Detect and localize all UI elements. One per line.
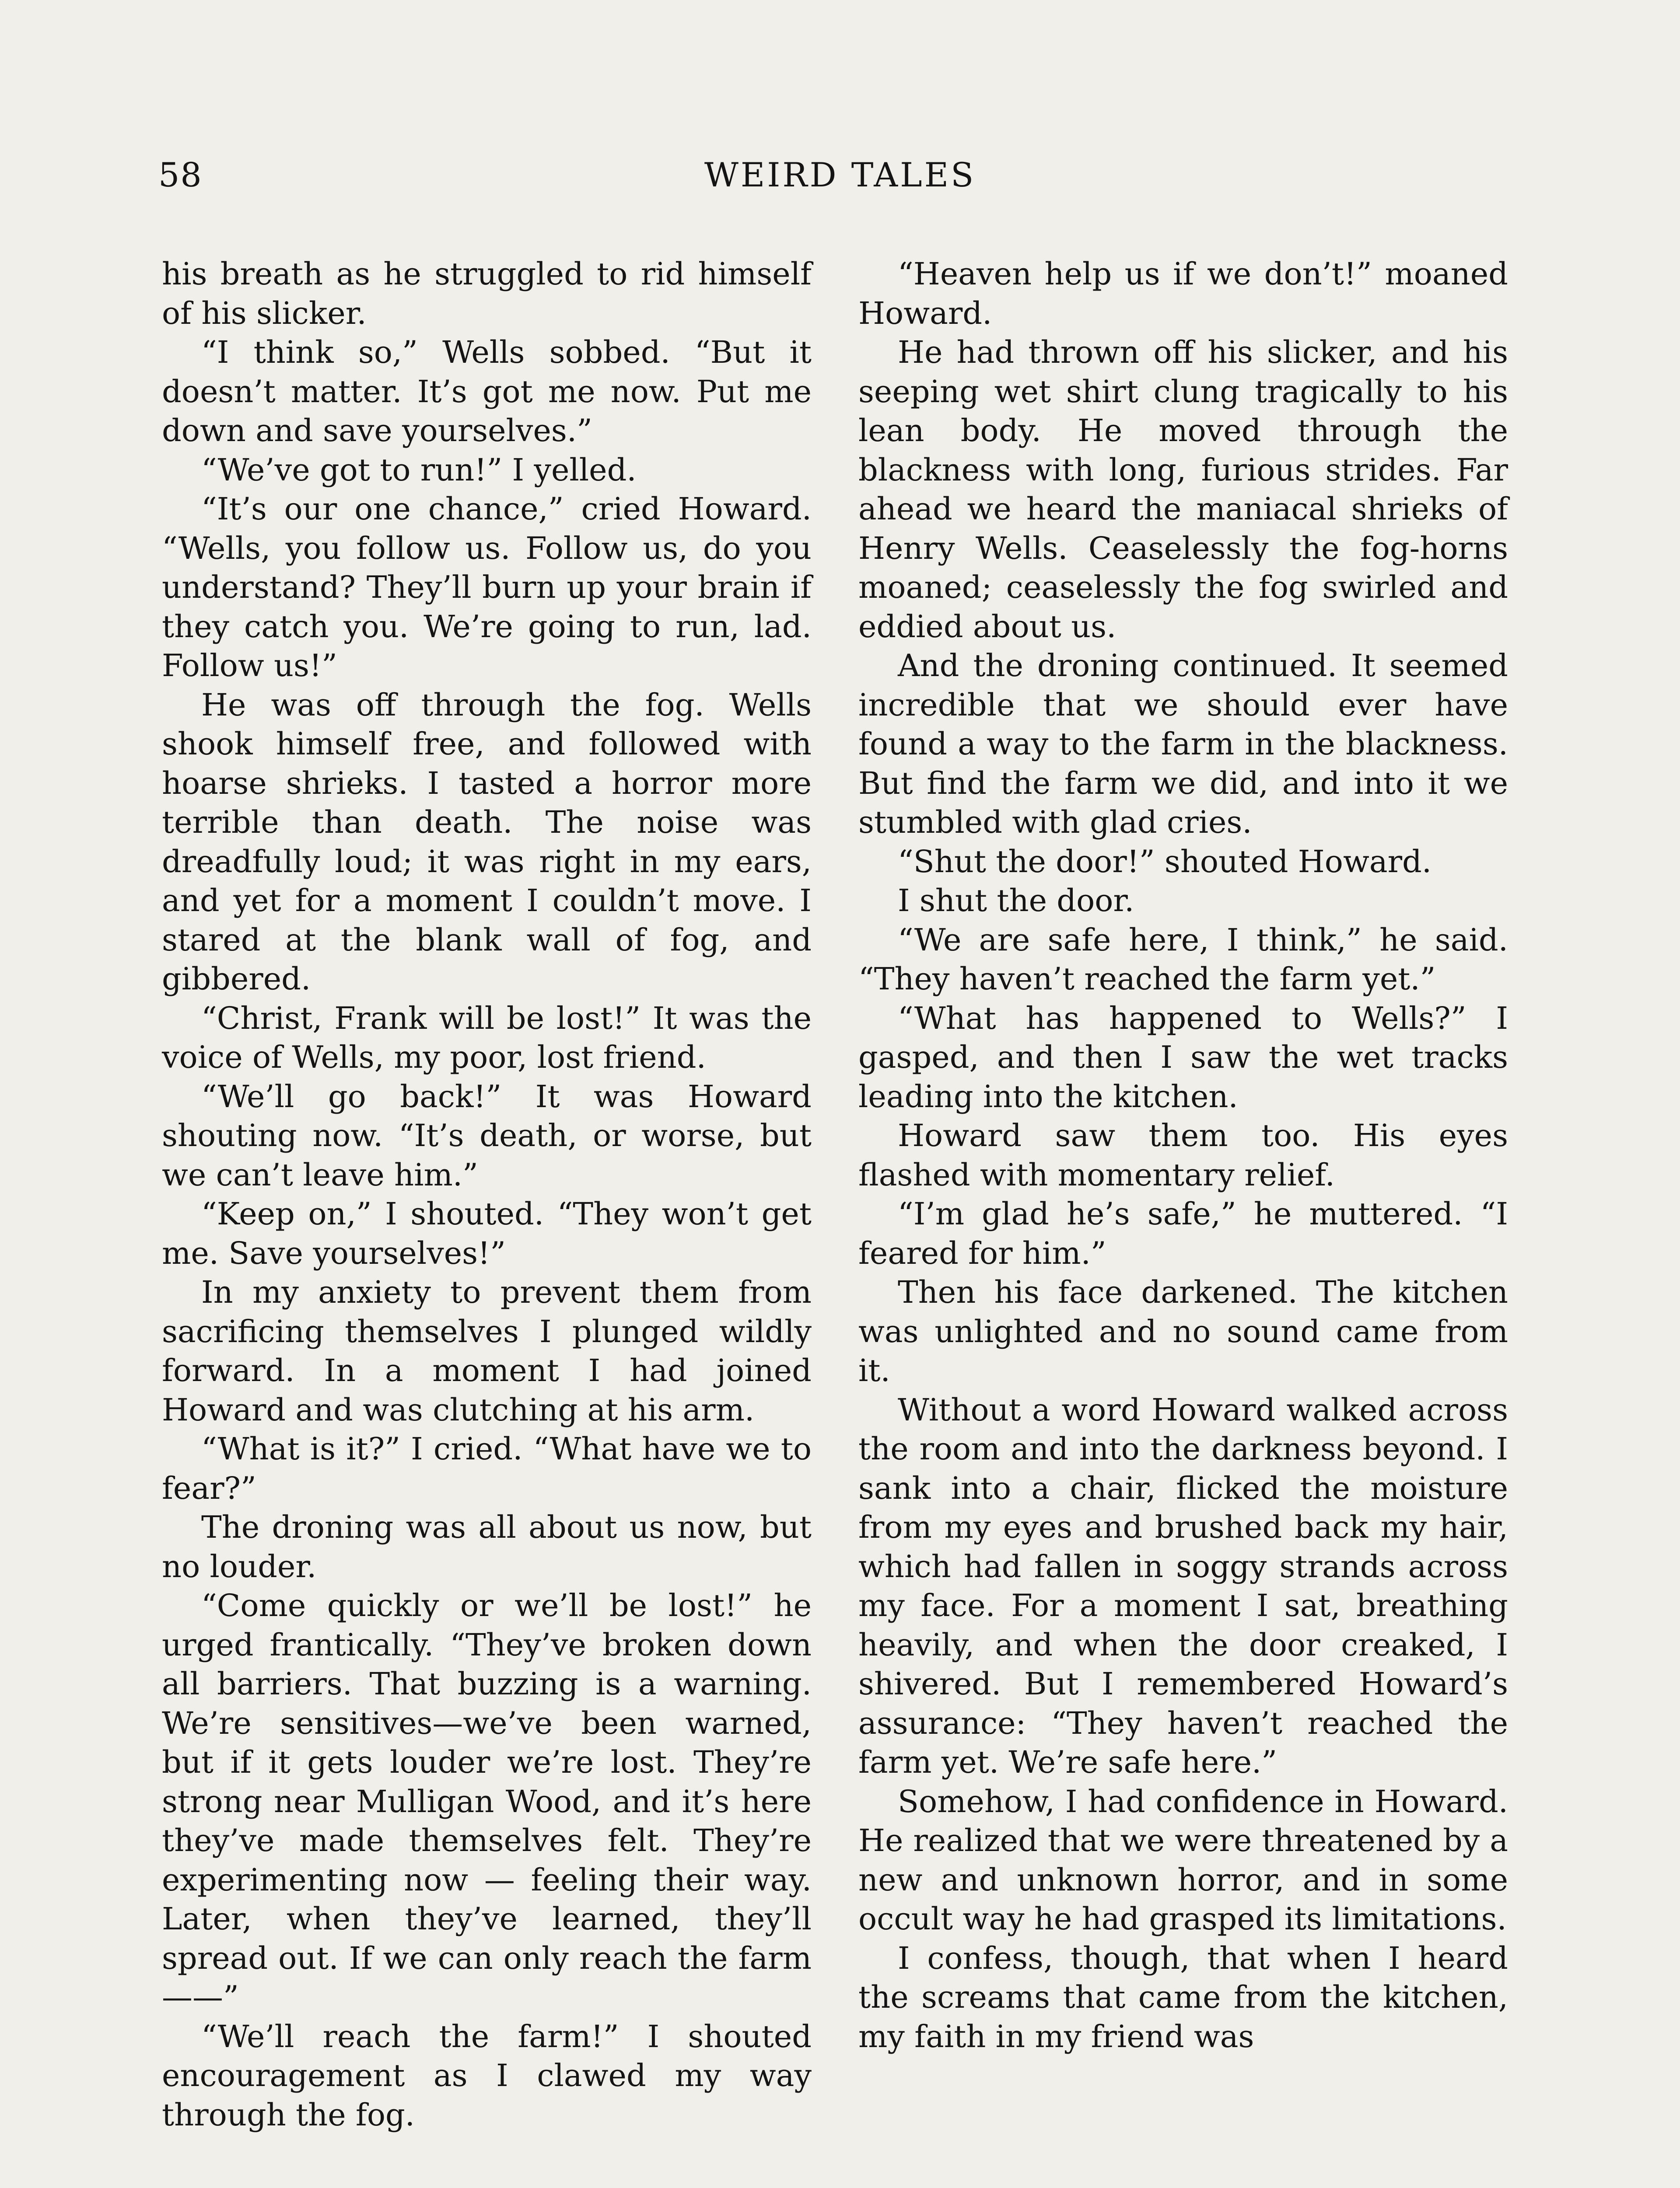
paragraph: “Christ, Frank will be lost!” It was the voice of Wells, my poor, lost friend. bbox=[162, 1000, 812, 1075]
page-header bbox=[158, 155, 1522, 203]
paragraph: “We’ve got to run!” I yelled. bbox=[201, 452, 637, 488]
paragraph: I confess, though, that when I heard the screams that came from the kitchen, my faith in my friend was bbox=[858, 1940, 1508, 2055]
paragraph: his breath as he struggled to rid himself of his slicker. bbox=[162, 256, 812, 331]
running-title: WEIRD TALES bbox=[704, 155, 976, 194]
page-number: 58 bbox=[158, 155, 203, 194]
paragraph: “What is it?” I cried. “What have we to fear?” bbox=[162, 1431, 812, 1506]
paragraph: “Shut the door!” shouted Howard. bbox=[898, 843, 1432, 880]
paragraph: I shut the door. bbox=[898, 883, 1134, 919]
paragraph: “We’ll go back!” It was Howard shouting now. “It’s death, or worse, but we can’t leave him.” bbox=[162, 1078, 812, 1193]
paragraph: “I think so,” Wells sobbed. “But it doesn’t matter. It’s got me now. Put me down and save yourselves.” bbox=[162, 334, 812, 449]
paragraph: In my anxiety to prevent them from sacrificing themselves I plunged wildly forward. In a moment I had joined Howard and was clutching at his arm. bbox=[162, 1274, 812, 1428]
paragraph: “Heaven help us if we don’t!” moaned Howard. bbox=[858, 256, 1508, 331]
paragraph: “What has happened to Wells?” I gasped, and then I saw the wet tracks leading into the kitchen. bbox=[858, 1000, 1508, 1115]
paragraph: Howard saw them too. His eyes flashed with momentary relief. bbox=[858, 1118, 1508, 1193]
paragraph: The droning was all about us now, but no louder. bbox=[162, 1509, 812, 1585]
paragraph: “We are safe here, I think,” he said. “They haven’t reached the farm yet.” bbox=[858, 922, 1508, 997]
right-column bbox=[858, 255, 1508, 2056]
paragraph: Then his face darkened. The kitchen was unlighted and no sound came from it. bbox=[858, 1274, 1508, 1389]
paragraph: “I’m glad he’s safe,” he muttered. “I feared for him.” bbox=[858, 1196, 1508, 1271]
paragraph: “Come quickly or we’ll be lost!” he urged frantically. “They’ve broken down all barriers. That buzzing is a warning. We’re sensitives—we’ve been warned, but if it gets louder we’re lost. They’re strong near Mulligan Wood, and it’s here they’ve made themselves felt. They’re experimenting now — feeling their way. Later, when they’ve learned, they’ll spread out. If we can only reach the farm——” bbox=[162, 1588, 812, 2015]
paragraph: “We’ll reach the farm!” I shouted encouragement as I clawed my way through the fog. bbox=[162, 2018, 812, 2133]
paragraph: Somehow, I had confidence in Howard. He realized that we were threatened by a new and unknown horror, and in some occult way he had grasped its limitations. bbox=[858, 1783, 1508, 1937]
paragraph: He was off through the fog. Wells shook himself free, and followed with hoarse shrieks. I tasted a horror more terrible than death. The noise was dreadfully loud; it was right in my ears, and yet for a moment I couldn’t move. I stared at the blank wall of fog, and gibbered. bbox=[162, 687, 812, 997]
paragraph: He had thrown off his slicker, and his seeping wet shirt clung tragically to his lean body. He moved through the blackness with long, furious strides. Far ahead we heard the maniacal shrieks of Henry Wells. Ceaselessly the fog-horns moaned; ceaselessly the fog swirled and eddied about us. bbox=[858, 334, 1508, 645]
paragraph: And the droning continued. It seemed incredible that we should ever have found a way to the farm in the blackness. But find the farm we did, and into it we stumbled with glad cries. bbox=[858, 648, 1508, 840]
paragraph: “Keep on,” I shouted. “They won’t get me. Save yourselves!” bbox=[162, 1196, 812, 1271]
paragraph: “It’s our one chance,” cried Howard. “Wells, you follow us. Follow us, do you understand? They’ll burn up your brain if they catch you. We’re going to run, lad. Follow us!” bbox=[162, 491, 812, 684]
left-column bbox=[162, 255, 812, 2135]
paragraph: Without a word Howard walked across the room and into the darkness beyond. I sank into a chair, flicked the moisture from my eyes and brushed back my hair, which had fallen in soggy strands across my face. For a moment I sat, breathing heavily, and when the door creaked, I shivered. But I remembered Howard’s assurance: “They haven’t reached the farm yet. We’re safe here.” bbox=[858, 1392, 1508, 1780]
